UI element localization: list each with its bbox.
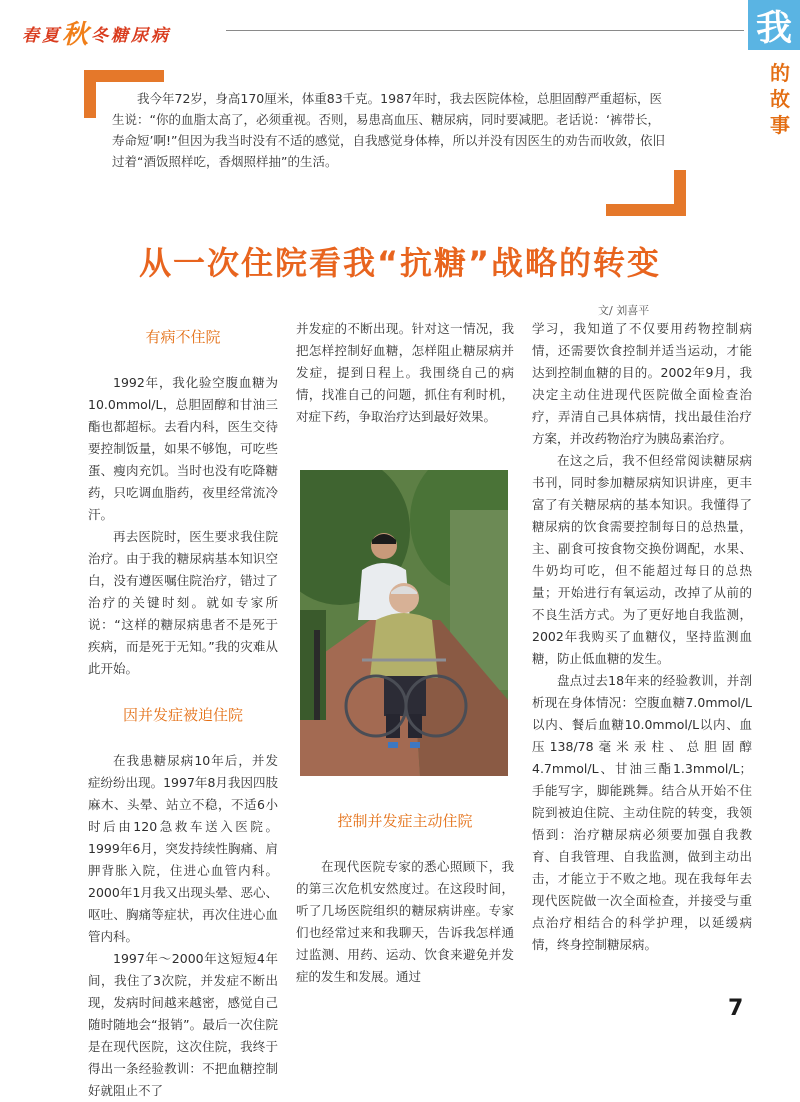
section-tab: 我 — [748, 0, 800, 50]
paragraph: 在这之后，我不但经常阅读糖尿病书刊，同时参加糖尿病知识讲座，更丰富了有关糖尿病的基本知识。我懂得了糖尿病的饮食需要控制每日的总热量，主、副食可按食物交换份调配，水果、牛奶均可吃，但不能超过每日的总热量；开始进行有氧运动，改掉了从前的不良生活方式。为了更好地自我监测，2002年我购买了血糖仪，坚持监测血糖，防止低血糖的发生。 — [532, 453, 752, 666]
section-heading-2: 因并发症被迫住院 — [122, 706, 243, 724]
header-rule — [226, 30, 744, 31]
section-heading-1: 有病不住院 — [145, 328, 221, 346]
column-3 — [532, 318, 752, 956]
series-title — [22, 12, 171, 49]
intro-paragraph: 我今年72岁，身高170厘米，体重83千克。1987年时，我去医院体检，总胆固醇严重超标，医生说：“你的血脂太高了，必须重视。否则，易患高血压、糖尿病，同时要减肥。老话说：‘裤带长，寿命短’啊!”但因为我当时没有不适的感觉，自我感觉身体棒，所以并没有因医生的劝告而收敛，依旧过着“酒饭照样吃，香烟照样抽”的生活。 — [112, 91, 665, 169]
series-pre: 春夏 — [22, 26, 62, 46]
section-vertical-label — [768, 60, 792, 138]
section-char-1: 的 — [770, 61, 790, 85]
series-accent: 秋 — [62, 20, 92, 50]
column-2-bottom — [296, 810, 514, 988]
quote-bracket-bottom-right — [606, 170, 686, 216]
photo-wheelchair — [300, 470, 508, 776]
section-char-2: 故 — [770, 87, 790, 111]
section-heading-3: 控制并发症主动住院 — [337, 812, 473, 830]
section-char-3: 事 — [770, 113, 790, 137]
paragraph: 再去医院时，医生要求我住院治疗。由于我的糖尿病基本知识空白，没有遵医嘱住院治疗，错过了治疗的关键时刻。就如专家所说：“这样的糖尿病患者不是死于疾病，而是死于无知。”我的灾难从此开始。 — [88, 529, 278, 676]
paragraph: 1997年～2000年这短短4年间，我住了3次院，并发症不断出现，发病时间越来越密，感觉自己随时随地会“报销”。最后一次住院是在现代医院，这次住院，我终于得出一条经验教训：不把血糖控制好就阻止不了 — [88, 951, 278, 1098]
paragraph: 学习，我知道了不仅要用药物控制病情，还需要饮食控制并适当运动，才能达到控制血糖的目的。2002年9月，我决定主动住进现代医院做全面检查治疗，弄清自己具体病情，找出最佳治疗方案，并改药物治疗为胰岛素治疗。 — [532, 321, 752, 446]
paragraph: 在现代医院专家的悉心照顾下，我的第三次危机安然度过。在这段时间，听了几场医院组织的糖尿病讲座。专家们也经常过来和我聊天，告诉我怎样通过监测、用药、运动、饮食来避免并发症的发生和发展。通过 — [296, 859, 514, 984]
paragraph: 在我患糖尿病10年后，并发症纷纷出现。1997年8月我因四肢麻木、头晕、站立不稳，不适6小时后由120急救车送入医院。1999年6月，突发持续性胸痛、肩胛背胀入院，住进心血管内科。2000年1月我又出现头晕、恶心、呕吐、胸痛等症状，再次住进心血管内科。 — [88, 753, 278, 944]
byline: 文/ 刘喜平 — [598, 304, 650, 317]
page-number: 7 — [728, 996, 744, 1021]
column-2-top — [296, 318, 514, 428]
article-title: 从一次住院看我“抗糖”战略的转变 — [138, 244, 662, 282]
paragraph: 并发症的不断出现。针对这一情况，我把怎样控制好血糖，怎样阻止糖尿病并发症，提到日程上。我围绕自己的病情，找准自己的问题，抓住有利时机，对症下药，争取治疗达到最好效果。 — [296, 321, 514, 424]
series-post: 冬糖尿病 — [91, 26, 172, 46]
column-1 — [88, 326, 278, 1102]
paragraph: 1992年，我化验空腹血糖为10.0mmol/L，总胆固醇和甘油三酯也都超标。去看内科，医生交待要控制饭量，如果不够饱，可吃些蛋、瘦肉充饥。当时也没有吃降糖药，只吃调血脂药，夜里经常流冷汗。 — [88, 375, 278, 522]
paragraph: 盘点过去18年来的经验教训，并剖析现在身体情况：空腹血糖7.0mmol/L以内、餐后血糖10.0mmol/L以内、血压138/78毫米汞柱、总胆固醇4.7mmol/L、甘油三酯1.3mmol/L；手能写字，脚能跳舞。结合从开始不住院到被迫住院、主动住院的转变，我领悟到：治疗糖尿病必须要加强自我教育、自我管理、自我监测，做到主动出击，才能立于不败之地。现在我每年去现代医院做一次全面检查，并接受与重点治疗相结合的科学护理，以延缓病情，终身控制糖尿病。 — [532, 673, 752, 952]
